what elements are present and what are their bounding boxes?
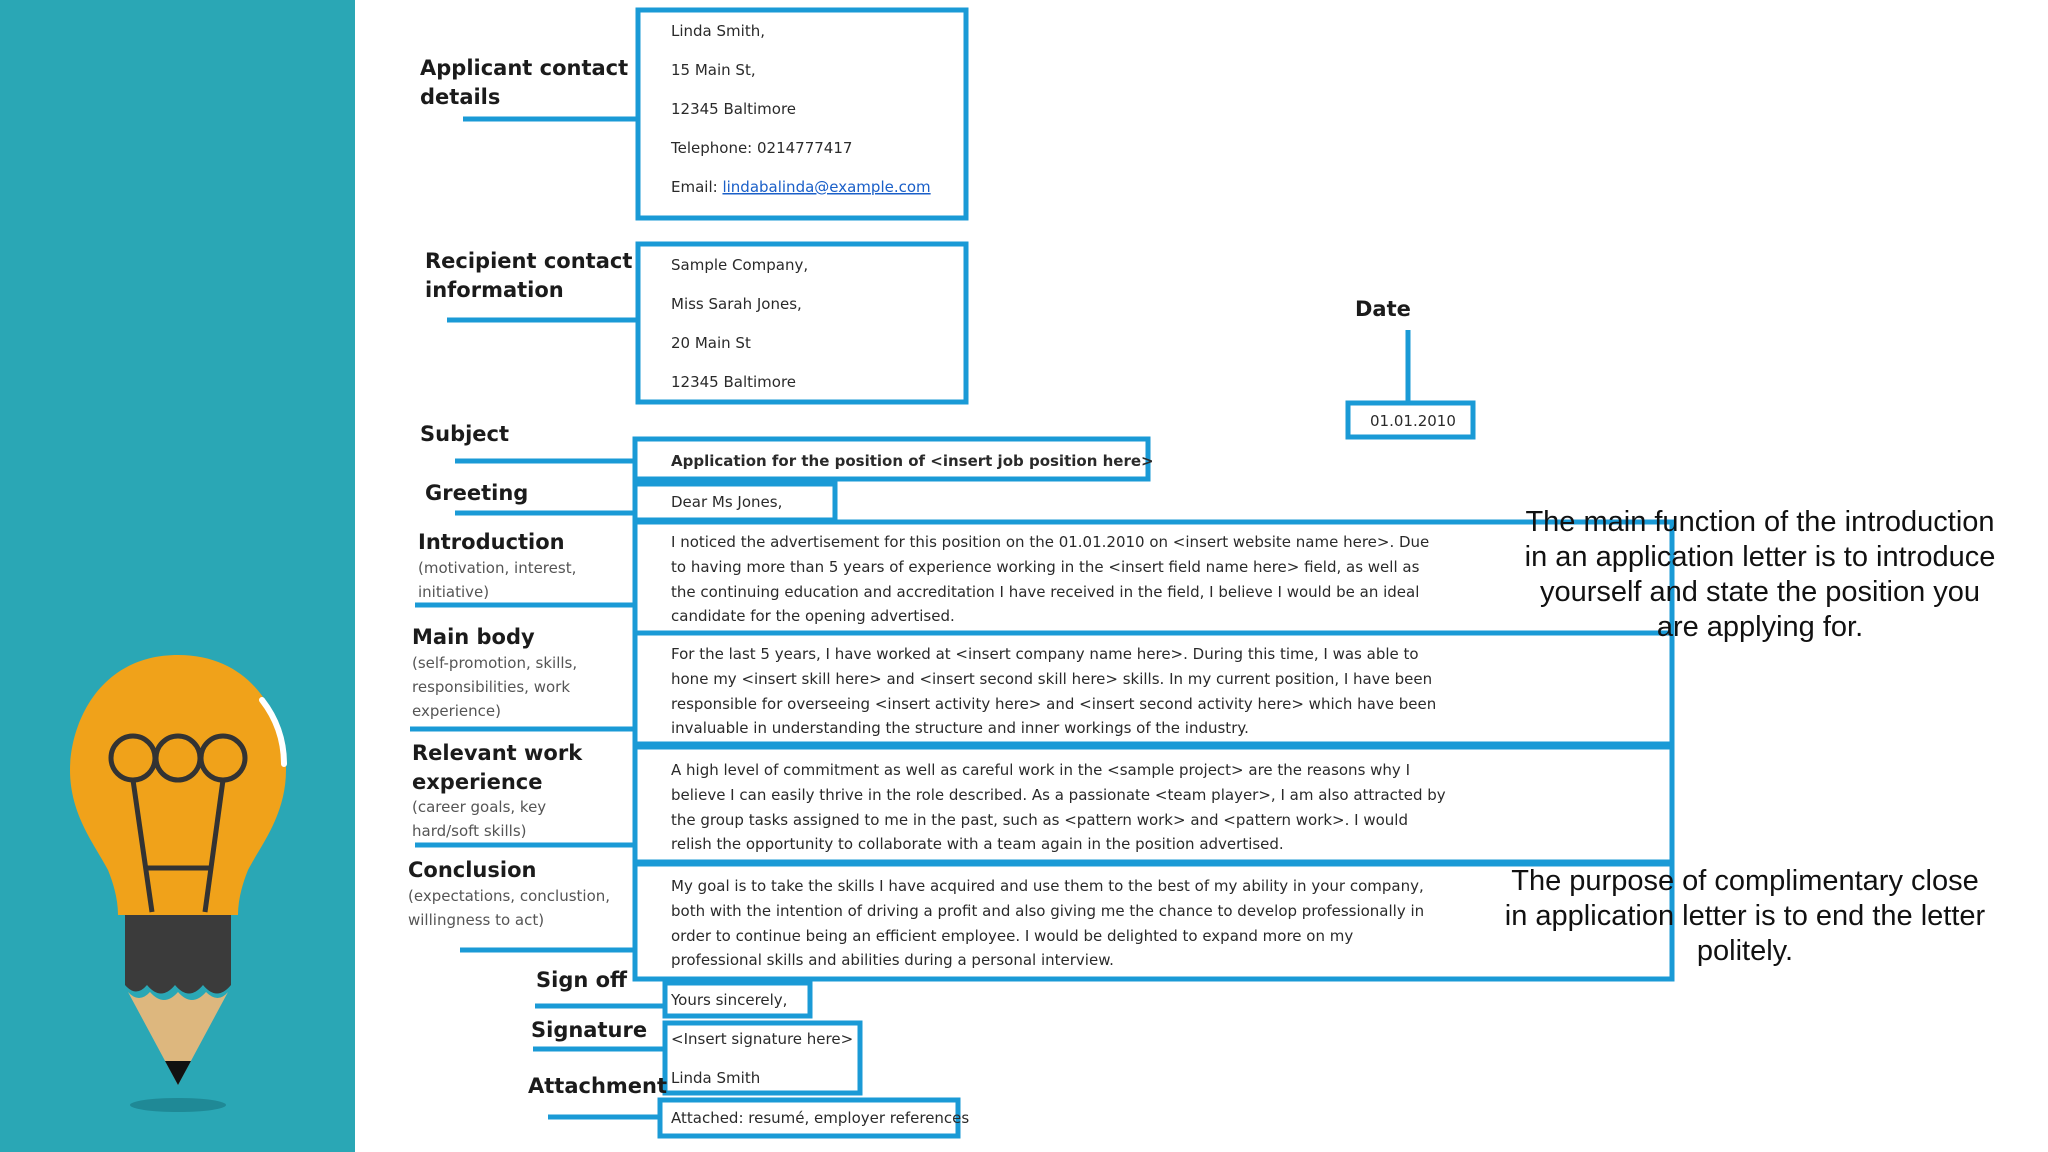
recipient-company: Sample Company, [671, 256, 809, 274]
introduction-text-1: I noticed the advertisement for this position on the 01.01.2010 on <insert website name here>. Due [671, 533, 1430, 551]
sign-off-label: Sign off [536, 968, 628, 992]
relevant-text-2: believe I can easily thrive in the role described. As a passionate <team player>, I am also attracted by [671, 786, 1446, 804]
closing-note: The purpose of complimentary close in application letter is to end the letter politely. [1504, 865, 1986, 967]
subject-value: Application for the position of <insert job position here> [671, 452, 1154, 470]
recipient-person: Miss Sarah Jones, [671, 295, 802, 313]
applicant-email-label: Email: [671, 178, 723, 196]
greeting-section [425, 481, 835, 520]
relevant-text-4: relish the opportunity to collaborate with a team again in the position advertised. [671, 835, 1284, 853]
main-body-text-4: invaluable in understanding the structure and inner workings of the industry. [671, 719, 1249, 737]
relevant-label: Relevant work [412, 741, 583, 765]
teal-sidebar [0, 0, 355, 1152]
signature-placeholder: <Insert signature here> [671, 1030, 854, 1048]
relevant-text-1: A high level of commitment as well as careful work in the <sample project> are the reasons why I [671, 761, 1410, 779]
relevant-hint-2: hard/soft skills) [412, 822, 527, 840]
lightbulb-pencil-icon [40, 640, 320, 1140]
applicant-city: 12345 Baltimore [671, 100, 797, 118]
recipient-label: Recipient contact [425, 249, 633, 273]
introduction-text-3: the continuing education and accreditation I have received in the field, I believe I would be an ideal [671, 583, 1420, 601]
conclusion-text-2: both with the intention of driving a profit and also giving me the chance to develop professionally in [671, 902, 1425, 920]
main-body-text-3: responsible for overseeing <insert activity here> and <insert second activity here> which have been [671, 695, 1437, 713]
conclusion-text-4: professional skills and abilities during a personal interview. [671, 951, 1114, 969]
applicant-section [420, 10, 966, 218]
main-body-text-1: For the last 5 years, I have worked at <insert company name here>. During this time, I was able to [671, 645, 1419, 663]
applicant-email-line [671, 178, 931, 196]
conclusion-text-3: order to continue being an efficient employee. I would be delighted to expand more on my [671, 927, 1354, 945]
recipient-section [425, 244, 966, 402]
applicant-name: Linda Smith, [671, 22, 765, 40]
subject-section [420, 422, 1154, 479]
introduction-hint-1: (motivation, interest, [418, 559, 577, 577]
applicant-label-line2: details [420, 85, 501, 109]
conclusion-text-1: My goal is to take the skills I have acquired and use them to the best of my ability in your company, [671, 877, 1424, 895]
greeting-value: Dear Ms Jones, [671, 493, 783, 511]
applicant-connector [463, 111, 638, 119]
main-body-hint-1: (self-promotion, skills, [412, 654, 578, 672]
signature-name: Linda Smith [671, 1069, 761, 1087]
date-section [1348, 297, 1473, 437]
introduction-label: Introduction [418, 530, 565, 554]
applicant-street: 15 Main St, [671, 61, 756, 79]
subject-label: Subject [420, 422, 510, 446]
main-body-hint-3: experience) [412, 702, 501, 720]
conclusion-label: Conclusion [408, 858, 537, 882]
relevant-hint-1: (career goals, key [412, 798, 547, 816]
date-label: Date [1355, 297, 1411, 321]
attachment-value: Attached: resumé, employer references [671, 1109, 970, 1127]
introduction-text-2: to having more than 5 years of experience working in the <insert field name here> field, as well as [671, 558, 1420, 576]
introduction-text-4: candidate for the opening advertised. [671, 607, 955, 625]
main-body-hint-2: responsibilities, work [412, 678, 571, 696]
date-value: 01.01.2010 [1370, 412, 1456, 430]
recipient-street: 20 Main St [671, 334, 751, 352]
conclusion-hint-2: willingness to act) [408, 911, 545, 929]
introduction-hint-2: initiative) [418, 583, 490, 601]
applicant-label: Applicant contact [420, 56, 629, 80]
sign-off-value: Yours sincerely, [671, 991, 788, 1009]
signature-label: Signature [531, 1018, 648, 1042]
applicant-phone: Telephone: 0214777417 [671, 139, 853, 157]
greeting-label: Greeting [425, 481, 529, 505]
recipient-city: 12345 Baltimore [671, 373, 797, 391]
introduction-note: The main function of the introduction in an application letter is to introduce yourself and state the position you are applying for. [1524, 506, 1996, 643]
conclusion-hint-1: (expectations, conclustion, [408, 887, 611, 905]
applicant-email-link[interactable]: lindabalinda@example.com [722, 178, 931, 196]
relevant-experience-section [412, 741, 1672, 862]
relevant-text-3: the group tasks assigned to me in the past, such as <pattern work> and <pattern work>. I would [671, 811, 1408, 829]
recipient-label-line2: information [425, 278, 564, 302]
attachment-label: Attachment [528, 1074, 668, 1098]
relevant-label-line2: experience [412, 770, 543, 794]
main-body-text-2: hone my <insert skill here> and <insert second skill here> skills. In my current position, I have been [671, 670, 1433, 688]
main-body-label: Main body [412, 625, 535, 649]
